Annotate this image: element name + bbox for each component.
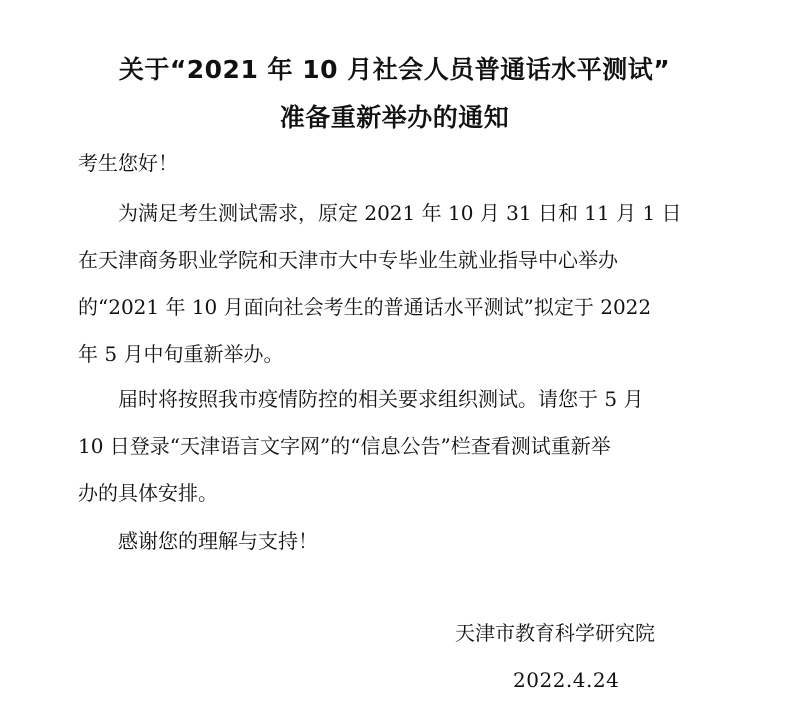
signature-date: 2022.4.24 bbox=[513, 668, 620, 692]
notice-title-line-1: 关于“2021 年 10 月社会人员普通话水平测试” bbox=[118, 55, 671, 84]
paragraph-2-line-2: 10 日登录“天津语言文字网”的“信息公告”栏查看测试重新举 bbox=[78, 434, 611, 458]
thanks-line: 感谢您的理解与支持！ bbox=[118, 529, 318, 553]
paragraph-1-line-2: 在天津商务职业学院和天津市大中专毕业生就业指导中心举办 bbox=[78, 248, 618, 272]
signature-organization: 天津市教育科学研究院 bbox=[455, 621, 655, 645]
salutation: 考生您好！ bbox=[78, 151, 178, 175]
paragraph-1-line-3: 的“2021 年 10 月面向社会考生的普通话水平测试”拟定于 2022 bbox=[78, 295, 652, 319]
paragraph-2-line-1: 届时将按照我市疫情防控的相关要求组织测试。请您于 5 月 bbox=[118, 387, 644, 411]
paragraph-2-line-3: 办的具体安排。 bbox=[78, 481, 218, 505]
paragraph-1-line-4: 年 5 月中旬重新举办。 bbox=[78, 342, 284, 366]
paragraph-1-line-1: 为满足考生测试需求，原定 2021 年 10 月 31 日和 11 月 1 日 bbox=[118, 201, 682, 225]
notice-title-line-2: 准备重新举办的通知 bbox=[279, 103, 510, 132]
